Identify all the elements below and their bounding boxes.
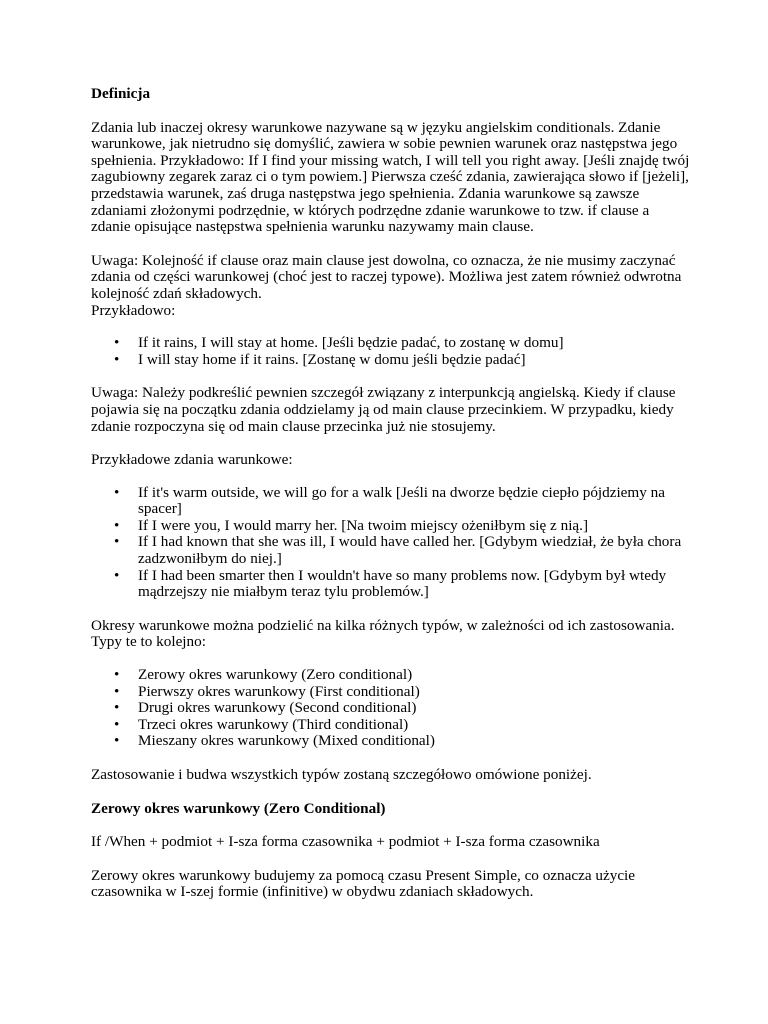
intro-paragraph: Zdania lub inaczej okresy warunkowe nazywane są w języku angielskim conditionals. Zdanie warunkowe, jak nietrudno się domyślić, zawiera w sobie pewnien warunek oraz następstwa jego spełnienia. Przykładowo: If I find your missing watch, I will tell you right away. [Jeśli znajdę twój zagubiowny zegarek zaraz ci o tym powiem.] Pierwsza cześć zdania, zawierająca słowo if [jeżeli], przedstawia warunek, zaś druga następstwa jego spełnienia. Zdania warunkowe są zawsze zdaniami złożonymi podrzędnie, w których podrzędne zdanie warunkowe to tzw. if clause a zdanie opisujące następstwa spełnienia warunku nazywamy main clause. xyxy=(91,118,690,236)
punctuation-note-paragraph: Uwaga: Należy podkreślić pewnien szczegół związany z interpunkcją angielską. Kiedy if clause pojawia się na początku zdania oddzielamy ją od main clause przecinkiem. W przypadku, kiedy zdanie rozpoczyna się od main clause przecinka już nie stosujemy. xyxy=(91,384,676,435)
list-item: • If it's warm outside, we will go for a walk [Jeśli na dworze będzie ciepło pójdziemy na spacer] xyxy=(138,485,691,518)
list-item: • Mieszany okres warunkowy (Mixed conditional) xyxy=(138,733,691,750)
sample-sentences-list xyxy=(91,485,691,601)
list-item: • Drugi okres warunkowy (Second conditional) xyxy=(138,700,691,717)
types-list xyxy=(91,667,691,750)
list-item: • Zerowy okres warunkowy (Zero conditional) xyxy=(138,667,691,684)
usage-paragraph: Zastosowanie i budwa wszystkich typów zostaną szczegółowo omówione poniżej. xyxy=(91,766,592,783)
list-item: • I will stay home if it rains. [Zostanę w domu jeśli będzie padać] xyxy=(138,352,691,369)
zero-conditional-description: Zerowy okres warunkowy budujemy za pomocą czasu Present Simple, co oznacza użycie czasownika w I-szej formie (infinitive) w obydwu zdaniach składowych. xyxy=(91,866,636,901)
list-item: • If I were you, I would marry her. [Na twoim miejscy ożeniłbym się z nią.] xyxy=(138,518,691,535)
zero-conditional-heading: Zerowy okres warunkowy (Zero Conditional) xyxy=(91,799,386,817)
list-item: • Trzeci okres warunkowy (Third conditional) xyxy=(138,717,691,734)
document-page xyxy=(91,86,691,901)
list-item: • If it rains, I will stay at home. [Jeśli będzie padać, to zostanę w domu] xyxy=(138,335,691,352)
order-examples-list xyxy=(91,335,691,368)
definition-heading: Definicja xyxy=(91,85,151,102)
list-item: • If I had been smarter then I wouldn't have so many problems now. [Gdybym był wtedy mądrzejszy nie miałbym teraz tylu problemów.] xyxy=(138,568,691,601)
order-note-paragraph: Uwaga: Kolejność if clause oraz main clause jest dowolna, co oznacza, że nie musimy zaczynać zdania od części warunkowej (choć jest to raczej typowe). Możliwa jest zatem również odwrotna kolejność zdań składowych. xyxy=(91,251,682,302)
zero-conditional-formula: If /When + podmiot + I-sza forma czasownika + podmiot + I-sza forma czasownika xyxy=(91,833,600,851)
example-label: Przykładowo: xyxy=(91,301,176,319)
examples-label: Przykładowe zdania warunkowe: xyxy=(91,451,293,469)
list-item: • If I had known that she was ill, I would have called her. [Gdybym wiedział, że była chora zadzwoniłbym do niej.] xyxy=(138,534,691,567)
types-paragraph: Okresy warunkowe można podzielić na kilka różnych typów, w zależności od ich zastosowania. Typy te to kolejno: xyxy=(91,616,675,651)
list-item: • Pierwszy okres warunkowy (First conditional) xyxy=(138,684,691,701)
